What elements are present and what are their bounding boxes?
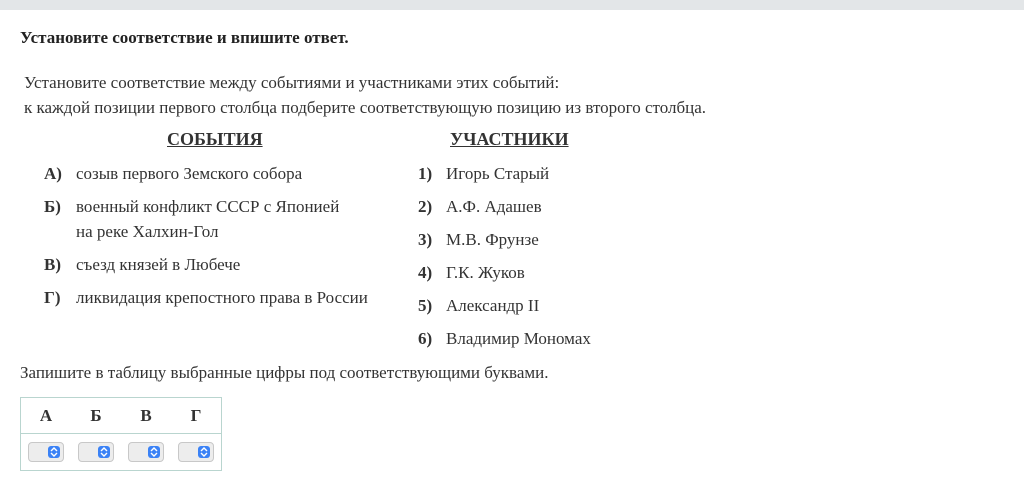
events-column-title: СОБЫТИЯ — [167, 129, 263, 149]
participant-name: Г.К. Жуков — [446, 263, 525, 282]
participant-name: М.В. Фрунзе — [446, 230, 539, 249]
participant-number: 4) — [418, 263, 433, 282]
answer-instruction: Запишите в таблицу выбранные цифры под соответствующими буквами. — [20, 363, 549, 382]
event-letter: Г) — [44, 288, 61, 307]
event-letter: В) — [44, 255, 61, 274]
event-text: созыв первого Земского собора — [76, 164, 303, 183]
participant-number: 3) — [418, 230, 433, 249]
answer-column-header: В — [121, 398, 171, 434]
participant-name: А.Ф. Адашев — [446, 197, 542, 216]
event-letter: Б) — [44, 197, 61, 216]
participant-number: 5) — [418, 296, 433, 315]
event-text: ликвидация крепостного права в России — [76, 288, 368, 307]
answer-cell — [71, 434, 121, 471]
chevron-up-down-icon — [198, 446, 210, 458]
chevron-up-down-icon — [48, 446, 60, 458]
answer-column-header: А — [21, 398, 72, 434]
event-letter: А) — [44, 164, 62, 183]
intro-line-1: Установите соответствие между событиями и участниками этих событий: — [24, 73, 560, 92]
participant-name: Игорь Старый — [446, 164, 550, 183]
answer-column-header: Г — [171, 398, 222, 434]
event-text: съезд князей в Любече — [76, 255, 241, 274]
answer-cell — [21, 434, 72, 471]
answer-select-a[interactable] — [28, 442, 64, 462]
event-text: военный конфликт СССР с Японией — [76, 197, 340, 216]
task-intro — [24, 70, 706, 120]
participant-number: 6) — [418, 329, 433, 348]
chevron-up-down-icon — [98, 446, 110, 458]
participant-number: 1) — [418, 164, 433, 183]
chevron-up-down-icon — [148, 446, 160, 458]
answer-table — [20, 397, 222, 471]
intro-line-2: к каждой позиции первого столбца подберите соответствующую позицию из второго столбца. — [24, 98, 707, 117]
answer-cell — [171, 434, 222, 471]
answer-select-b[interactable] — [78, 442, 114, 462]
task-heading: Установите соответствие и впишите ответ. — [20, 28, 349, 47]
participant-name: Владимир Мономах — [446, 329, 591, 348]
answer-select-v[interactable] — [128, 442, 164, 462]
answer-cell — [121, 434, 171, 471]
participants-column-title: УЧАСТНИКИ — [450, 129, 569, 149]
answer-column-header: Б — [71, 398, 121, 434]
top-bar — [0, 0, 1024, 10]
participant-number: 2) — [418, 197, 433, 216]
participant-name: Александр II — [446, 296, 540, 315]
answer-select-g[interactable] — [178, 442, 214, 462]
event-text-continued: на реке Халхин-Гол — [76, 222, 219, 241]
